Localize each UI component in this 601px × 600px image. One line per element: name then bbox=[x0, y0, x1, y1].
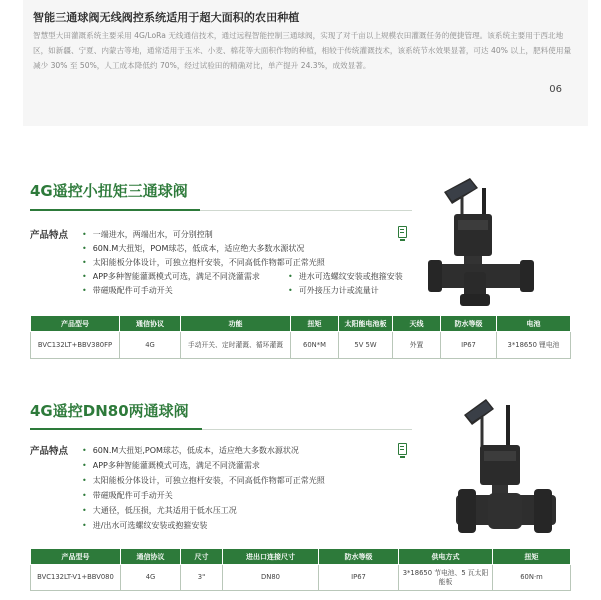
feature-item: • APP多种智能灌溉模式可选，满足不同浇灌需求 bbox=[82, 271, 260, 282]
feature-item: • APP多种智能灌溉模式可选，满足不同浇灌需求 bbox=[82, 460, 260, 471]
feature-item: • 太阳能板分体设计，可独立抱杆安装，不同高低作物都可正常光照 bbox=[82, 257, 325, 268]
intro-panel bbox=[23, 0, 588, 126]
title-divider bbox=[202, 429, 412, 430]
table-cell: 3*18650 节电池、5 瓦太阳能板 bbox=[399, 565, 493, 591]
table-cell: 4G bbox=[120, 332, 181, 359]
table-row bbox=[31, 565, 571, 591]
table-header-row bbox=[31, 549, 571, 565]
title-underline bbox=[30, 209, 200, 211]
table-cell: 5V 5W bbox=[339, 332, 393, 359]
table-cell: 60N*M bbox=[291, 332, 339, 359]
table-header-cell: 扭矩 bbox=[291, 316, 339, 332]
feature-item: • 带磁吸配件可手动开关 bbox=[82, 490, 173, 501]
spec-table bbox=[30, 548, 571, 591]
title-divider bbox=[200, 210, 412, 211]
features-label: 产品特点 bbox=[30, 230, 69, 241]
table-header-cell: 通信协议 bbox=[121, 549, 181, 565]
table-row bbox=[31, 332, 571, 359]
table-header-cell: 进出口连接尺寸 bbox=[223, 549, 319, 565]
table-cell: BVC132LT+BBV380FP bbox=[31, 332, 120, 359]
table-header-row bbox=[31, 316, 571, 332]
table-cell: 3*18650 锂电池 bbox=[497, 332, 571, 359]
feature-item: • 带磁吸配件可手动开关 bbox=[82, 285, 173, 296]
title-underline bbox=[30, 428, 202, 430]
feature-item: • 可外接压力计或流量计 bbox=[288, 285, 379, 296]
table-header-cell: 扭矩 bbox=[493, 549, 571, 565]
table-cell: 手动开关、定时灌溉、循环灌溉 bbox=[181, 332, 291, 359]
table-header-cell: 尺寸 bbox=[181, 549, 223, 565]
table-header-cell: 产品型号 bbox=[31, 316, 120, 332]
table-cell: IP67 bbox=[441, 332, 497, 359]
three-way-valve-image bbox=[424, 176, 564, 308]
feature-item: • 大通径，低压损，尤其适用于低水压工况 bbox=[82, 505, 237, 516]
feature-item: • 太阳能板分体设计，可独立抱杆安装，不同高低作物都可正常光照 bbox=[82, 475, 325, 486]
table-header-cell: 通信协议 bbox=[120, 316, 181, 332]
table-cell: IP67 bbox=[319, 565, 399, 591]
table-header-cell: 电池 bbox=[497, 316, 571, 332]
table-header-cell: 产品型号 bbox=[31, 549, 121, 565]
table-cell: 3" bbox=[181, 565, 223, 591]
feature-item: • 进水可选螺纹安装或抱箍安装 bbox=[288, 271, 403, 282]
table-cell: BVC132LT-V1+BBV080 bbox=[31, 565, 121, 591]
table-header-cell: 供电方式 bbox=[399, 549, 493, 565]
document-icon bbox=[398, 226, 407, 238]
table-cell: 60N·m bbox=[493, 565, 571, 591]
table-header-cell: 太阳能电池板 bbox=[339, 316, 393, 332]
table-cell: 4G bbox=[121, 565, 181, 591]
feature-item: • 60N.M大扭矩,POM球芯，低成本，适应绝大多数水源状况 bbox=[82, 445, 299, 456]
table-header-cell: 功能 bbox=[181, 316, 291, 332]
product-title: 4G遥控DN80两通球阀 bbox=[30, 402, 189, 420]
product-title: 4G遥控小扭矩三通球阀 bbox=[30, 182, 188, 200]
table-header-cell: 防水等级 bbox=[441, 316, 497, 332]
features-label: 产品特点 bbox=[30, 446, 69, 457]
intro-body: 智慧型大田灌溉系统主要采用 4G/LoRa 无线通信技术，通过远程智能控制三通球阀，实现了对千亩以上规模农田灌溉任务的便捷管理。该系统主要用于西北地区，如新疆、宁夏、内蒙古等地，通常适用于玉米、小麦、棉花等大面积作物的种植，相较于传统灌溉技术，该系统节水效果显著，可达 40% 以上，肥料使用量减少 30% 至 50%，人工成本降低约 70%，经过试验田的精确对比，单产提升 24.3%，成效显著。 bbox=[33, 31, 572, 70]
table-cell: DN80 bbox=[223, 565, 319, 591]
intro-title: 智能三通球阀无线阀控系统适用于超大面积的农田种植 bbox=[33, 11, 300, 24]
spec-table bbox=[30, 315, 571, 359]
page-number: 06 bbox=[549, 84, 562, 95]
document-icon bbox=[398, 443, 407, 455]
two-way-valve-image bbox=[448, 395, 568, 545]
feature-item: • 进/出水可选螺纹安装或抱箍安装 bbox=[82, 520, 207, 531]
table-cell: 外置 bbox=[393, 332, 441, 359]
feature-item: • 一端进水，两端出水，可分别控制 bbox=[82, 229, 213, 240]
table-header-cell: 天线 bbox=[393, 316, 441, 332]
feature-item: • 60N.M大扭矩，POM球芯，低成本，适应绝大多数水源状况 bbox=[82, 243, 304, 254]
table-header-cell: 防水等级 bbox=[319, 549, 399, 565]
